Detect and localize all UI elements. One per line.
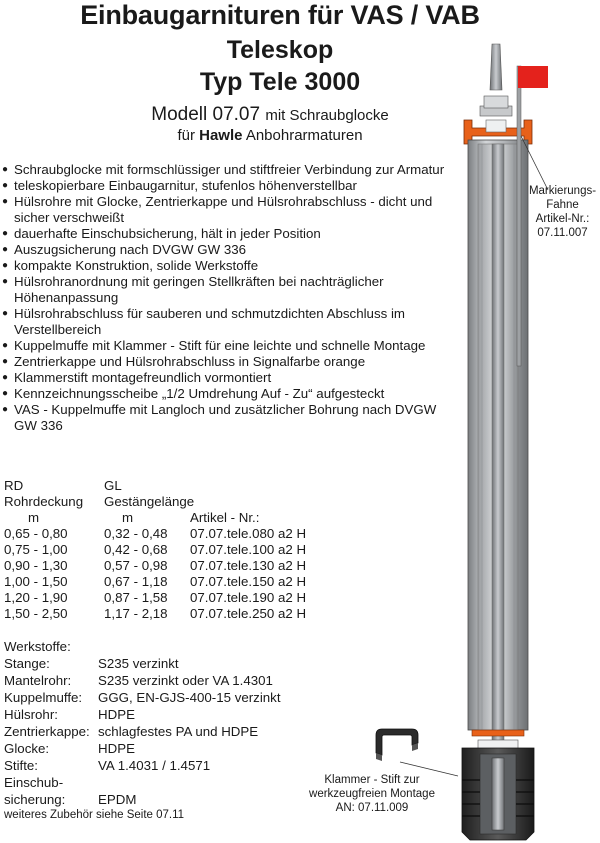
materials-heading: Werkstoffe: xyxy=(4,639,71,654)
material-value: HDPE xyxy=(98,741,135,756)
head-gl: Gestängelänge xyxy=(104,494,195,509)
material-label: Kuppelmuffe: xyxy=(4,690,83,705)
feature-item: ● VAS - Kuppelmuffe mit Langloch und zusätzlicher Bohrung nach DVGW GW 336 xyxy=(2,402,452,434)
footer-note: weiteres Zubehör siehe Seite 07.11 xyxy=(4,809,185,821)
head-article: Artikel - Nr.: xyxy=(190,510,260,525)
material-value: S235 verzinkt xyxy=(98,656,179,671)
material-row xyxy=(4,655,179,672)
cell-article: 07.07.tele.190 a2 H xyxy=(190,590,307,605)
for-suffix: Anbohrarmaturen xyxy=(245,127,363,144)
feature-item: ● Kennzeichnungsscheibe „1/2 Umdrehung Auf - Zu“ aufgesteckt xyxy=(2,386,452,402)
material-row xyxy=(4,757,211,774)
flag-caption-line: Fahne xyxy=(546,199,579,211)
flag-caption xyxy=(525,184,600,240)
feature-item: ● teleskopierbare Einbaugarnitur, stufenlos höhenverstellbar xyxy=(2,178,452,194)
material-value: HDPE xyxy=(98,707,135,722)
feature-item: ● Klammerstift montagefreundlich vormontiert xyxy=(2,370,452,386)
cell-article: 07.07.tele.250 a2 H xyxy=(190,606,307,621)
flag-caption-line: Markierungs- xyxy=(528,185,597,197)
brand-name: Hawle xyxy=(199,127,243,144)
feature-item: ● dauerhafte Einschubsicherung, hält in jeder Position xyxy=(2,226,452,242)
material-label: Mantelrohr: xyxy=(4,673,72,688)
cell-rd: 0,90 - 1,30 xyxy=(4,558,68,573)
material-label: Einschub- xyxy=(4,775,64,790)
flag-caption-line: Artikel-Nr.: xyxy=(535,213,590,225)
material-row xyxy=(4,689,281,706)
cell-rd: 1,20 - 1,90 xyxy=(4,590,68,605)
material-label: Stange: xyxy=(4,656,50,671)
head-rd: Rohrdeckung xyxy=(4,494,84,509)
feature-item: ● kompakte Konstruktion, solide Werkstoffe xyxy=(2,258,452,274)
clip-caption-line: werkzeugfreien Montage xyxy=(309,788,435,800)
material-row xyxy=(4,723,259,740)
feature-item: ● Schraubglocke mit formschlüssiger und stiftfreier Verbindung zur Armatur xyxy=(2,162,452,178)
cell-gl: 0,57 - 0,98 xyxy=(104,558,168,573)
clip-caption-line: Klammer - Stift zur xyxy=(324,774,420,786)
feature-list xyxy=(2,162,452,434)
cell-gl: 0,32 - 0,48 xyxy=(104,526,168,541)
material-value: S235 verzinkt oder VA 1.4301 xyxy=(98,673,273,688)
cell-article: 07.07.tele.100 a2 H xyxy=(190,542,307,557)
feature-item: ● Hülsrohrabschluss für sauberen und schmutzdichten Abschluss im Verstellbereich xyxy=(2,306,452,338)
rod xyxy=(492,144,504,764)
abbr-rd: RD xyxy=(4,478,24,493)
unit-rd: m xyxy=(28,510,40,525)
feature-item: ● Hülsrohre mit Glocke, Zentrierkappe und Hülsrohrabschluss - dicht und sicher verschweißt xyxy=(2,194,452,226)
model-description: mit Schraubglocke xyxy=(265,107,389,124)
material-value: GGG, EN-GJS-400-15 verzinkt xyxy=(98,690,281,705)
material-label: Glocke: xyxy=(4,741,50,756)
material-row xyxy=(4,672,273,689)
cell-gl: 1,17 - 2,18 xyxy=(104,606,168,621)
material-value: EPDM xyxy=(98,792,137,807)
material-row xyxy=(4,791,137,808)
material-label: sicherung: xyxy=(4,792,66,807)
material-label: Stifte: xyxy=(4,758,38,773)
cell-article: 07.07.tele.130 a2 H xyxy=(190,558,307,573)
clip-caption-line: AN: 07.11.009 xyxy=(335,802,409,814)
clip-icon xyxy=(368,725,428,765)
page-subtitle-teleskop: Teleskop xyxy=(226,36,334,64)
flag-pole xyxy=(517,66,521,366)
materials-list xyxy=(4,638,281,808)
cell-rd: 1,50 - 2,50 xyxy=(4,606,68,621)
telescope-drawing xyxy=(440,40,600,843)
material-value: VA 1.4031 / 1.4571 xyxy=(98,758,211,773)
feature-item: ● Kuppelmuffe mit Klammer - Stift für eine leichte und schnelle Montage xyxy=(2,338,452,354)
material-value: schlagfestes PA und HDPE xyxy=(98,724,259,739)
model-number: Modell 07.07 xyxy=(151,104,261,125)
feature-item: ● Zentrierkappe und Hülsrohrabschluss in Signalfarbe orange xyxy=(2,354,452,370)
clip-caption xyxy=(292,773,452,815)
feature-item: ● Hülsrohranordnung mit geringen Stellkräften bei nachträglicher Höhenanpassung xyxy=(2,274,452,306)
material-label: Zentrierkappe: xyxy=(4,724,90,739)
hull-pipe-end xyxy=(472,730,524,736)
rod-tip xyxy=(490,44,502,90)
cell-article: 07.07.tele.150 a2 H xyxy=(190,574,307,589)
abbr-gl: GL xyxy=(104,478,122,493)
material-row xyxy=(4,740,135,757)
unit-gl: m xyxy=(122,510,134,525)
cell-rd: 0,75 - 1,00 xyxy=(4,542,68,557)
page-title: Einbaugarnituren für VAS / VAB xyxy=(80,0,480,30)
page-subtitle-type: Typ Tele 3000 xyxy=(199,68,361,96)
cell-article: 07.07.tele.080 a2 H xyxy=(190,526,307,541)
cell-rd: 1,00 - 1,50 xyxy=(4,574,68,589)
cell-gl: 0,42 - 0,68 xyxy=(104,542,168,557)
cell-rd: 0,65 - 0,80 xyxy=(4,526,68,541)
material-row xyxy=(4,706,135,723)
cell-gl: 0,67 - 1,18 xyxy=(104,574,168,589)
feature-item: ● Auszugsicherung nach DVGW GW 336 xyxy=(2,242,452,258)
flag-caption-line: 07.11.007 xyxy=(537,227,588,239)
material-row xyxy=(4,774,71,791)
cell-gl: 0,87 - 1,58 xyxy=(104,590,168,605)
for-prefix: für xyxy=(177,127,195,144)
marker-flag xyxy=(518,66,548,88)
material-label: Hülsrohr: xyxy=(4,707,58,722)
